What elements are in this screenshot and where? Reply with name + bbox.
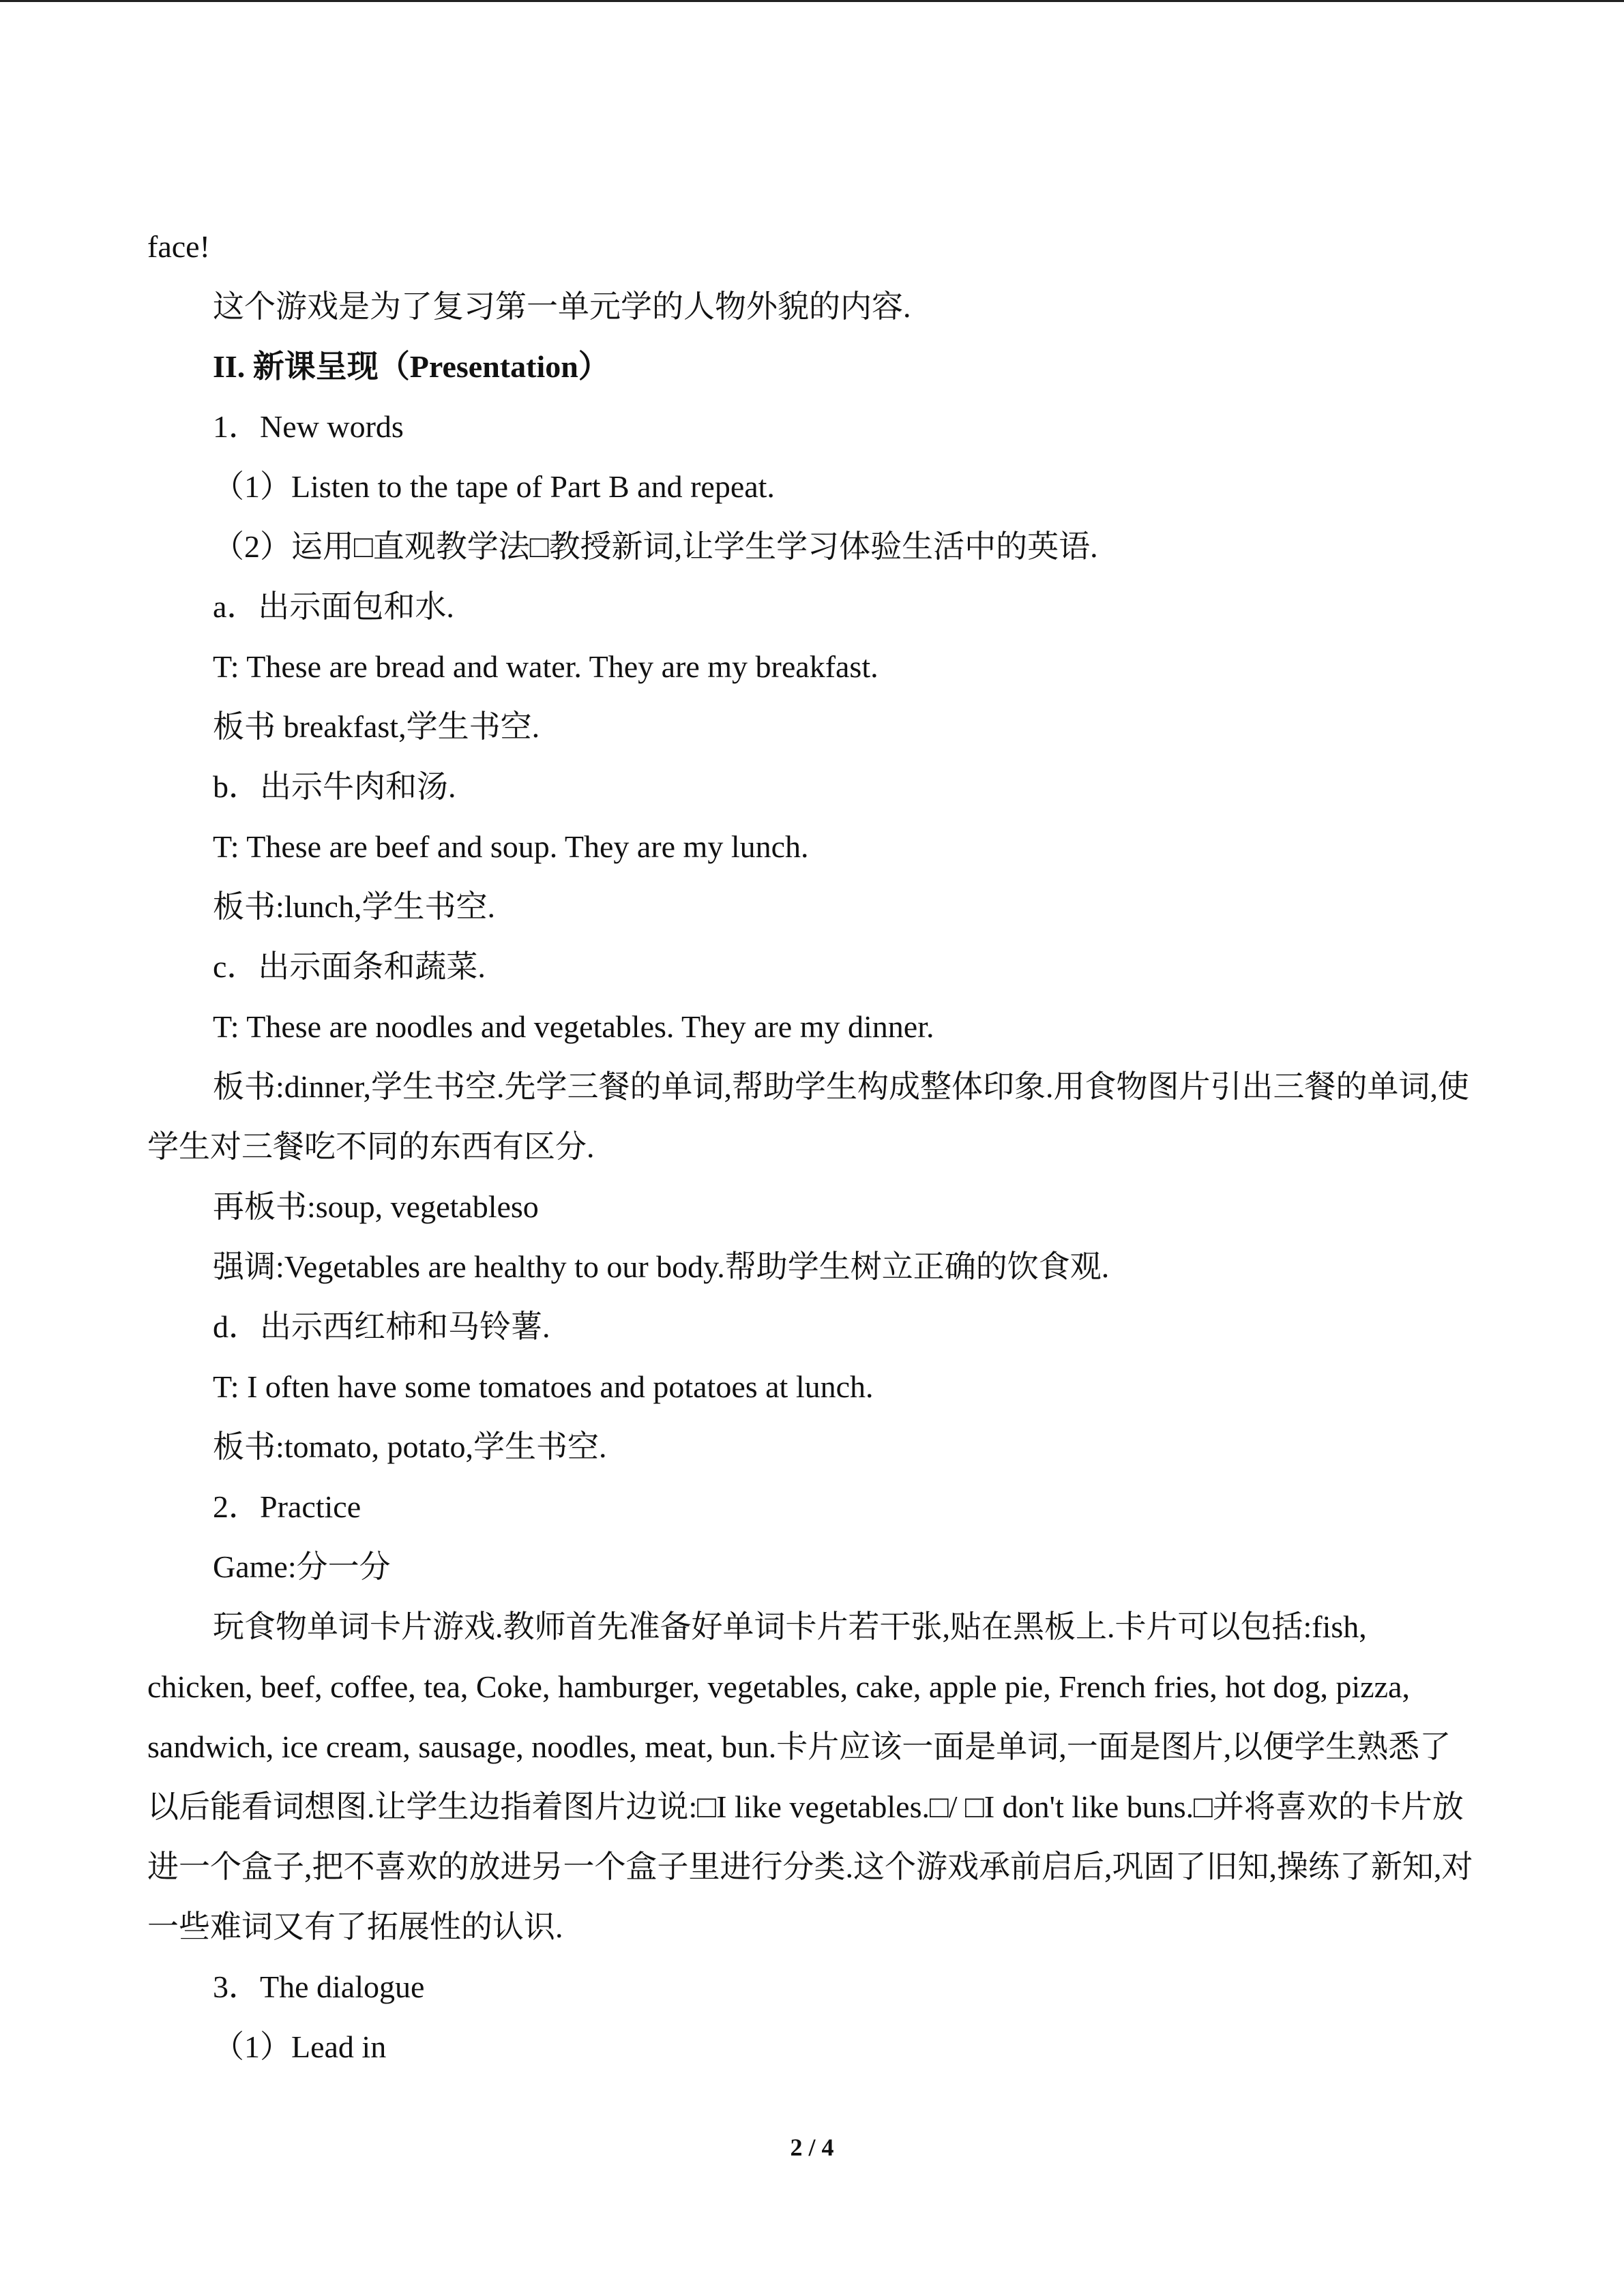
game-title: Game:分一分 xyxy=(213,1549,391,1584)
subheading-dialogue: 3．The dialogue xyxy=(213,1969,425,2004)
top-border-line xyxy=(0,0,1624,2)
teacher-line-tomatoes: T: I often have some tomatoes and potatoes at lunch. xyxy=(213,1369,874,1404)
board-soup-vegetables: 再板书:soup, vegetableso xyxy=(213,1189,539,1224)
teacher-line-dinner: T: These are noodles and vegetables. They are my dinner. xyxy=(213,1009,934,1044)
page-number: 2 / 4 xyxy=(790,2134,834,2161)
game-description-paragraph: 玩食物单词卡片游戏.教师首先准备好单词卡片若干张,贴在黑板上.卡片可以包括:fish, chicken, beef, coffee, tea, Coke, hamburger, vegetables, cake, apple pie, French fries, hot dog, pizza, sandwich, ice cream, sausage, noodles, meat, bun.卡片应该一面是单词,一面是图片,以便学生熟悉了以后能看词想图.让学生边指着图片边说:□I like vegetables.□/ □I don't like buns.□并将喜欢的卡片放进一个盒子,把不喜欢的放进另一个盒子里进行分类.这个游戏承前启后,巩固了旧知,操练了新知,对一些难词又有了拓展性的认识. xyxy=(147,1609,1473,1944)
board-breakfast: 板书 breakfast,学生书空. xyxy=(213,709,540,744)
step-listen-tape: （1）Listen to the tape of Part B and repeat. xyxy=(213,469,775,504)
teacher-line-breakfast: T: These are bread and water. They are my breakfast. xyxy=(213,649,879,684)
teacher-line-lunch: T: These are beef and soup. They are my lunch. xyxy=(213,829,809,864)
subheading-practice: 2．Practice xyxy=(213,1489,361,1524)
subheading-new-words: 1．New words xyxy=(213,409,404,444)
document-body xyxy=(147,217,1477,2077)
board-tomato-potato: 板书:tomato, potato,学生书空. xyxy=(213,1429,607,1464)
step-lead-in: （1）Lead in xyxy=(213,2029,387,2064)
section-heading-presentation: II. 新课呈现（Presentation） xyxy=(213,349,610,384)
paragraph-face-ending: face! xyxy=(147,229,210,264)
item-b-beef-soup: b．出示牛肉和汤. xyxy=(213,769,456,804)
paragraph-game-purpose: 这个游戏是为了复习第一单元学的人物外貌的内容. xyxy=(213,289,911,324)
board-lunch: 板书:lunch,学生书空. xyxy=(213,889,495,924)
item-c-noodles-vegetables: c．出示面条和蔬菜. xyxy=(213,949,486,984)
item-d-tomatoes-potatoes: d．出示西红柿和马铃薯. xyxy=(213,1309,550,1344)
item-a-bread-water: a．出示面包和水. xyxy=(213,589,454,624)
board-dinner-paragraph: 板书:dinner,学生书空.先学三餐的单词,帮助学生构成整体印象.用食物图片引出三餐的单词,使学生对三餐吃不同的东西有区分. xyxy=(147,1069,1469,1164)
emphasis-vegetables-healthy: 强调:Vegetables are healthy to our body.帮助学生树立正确的饮食观. xyxy=(213,1249,1110,1284)
step-teaching-method: （2）运用□直观教学法□教授新词,让学生学习体验生活中的英语. xyxy=(213,529,1098,564)
